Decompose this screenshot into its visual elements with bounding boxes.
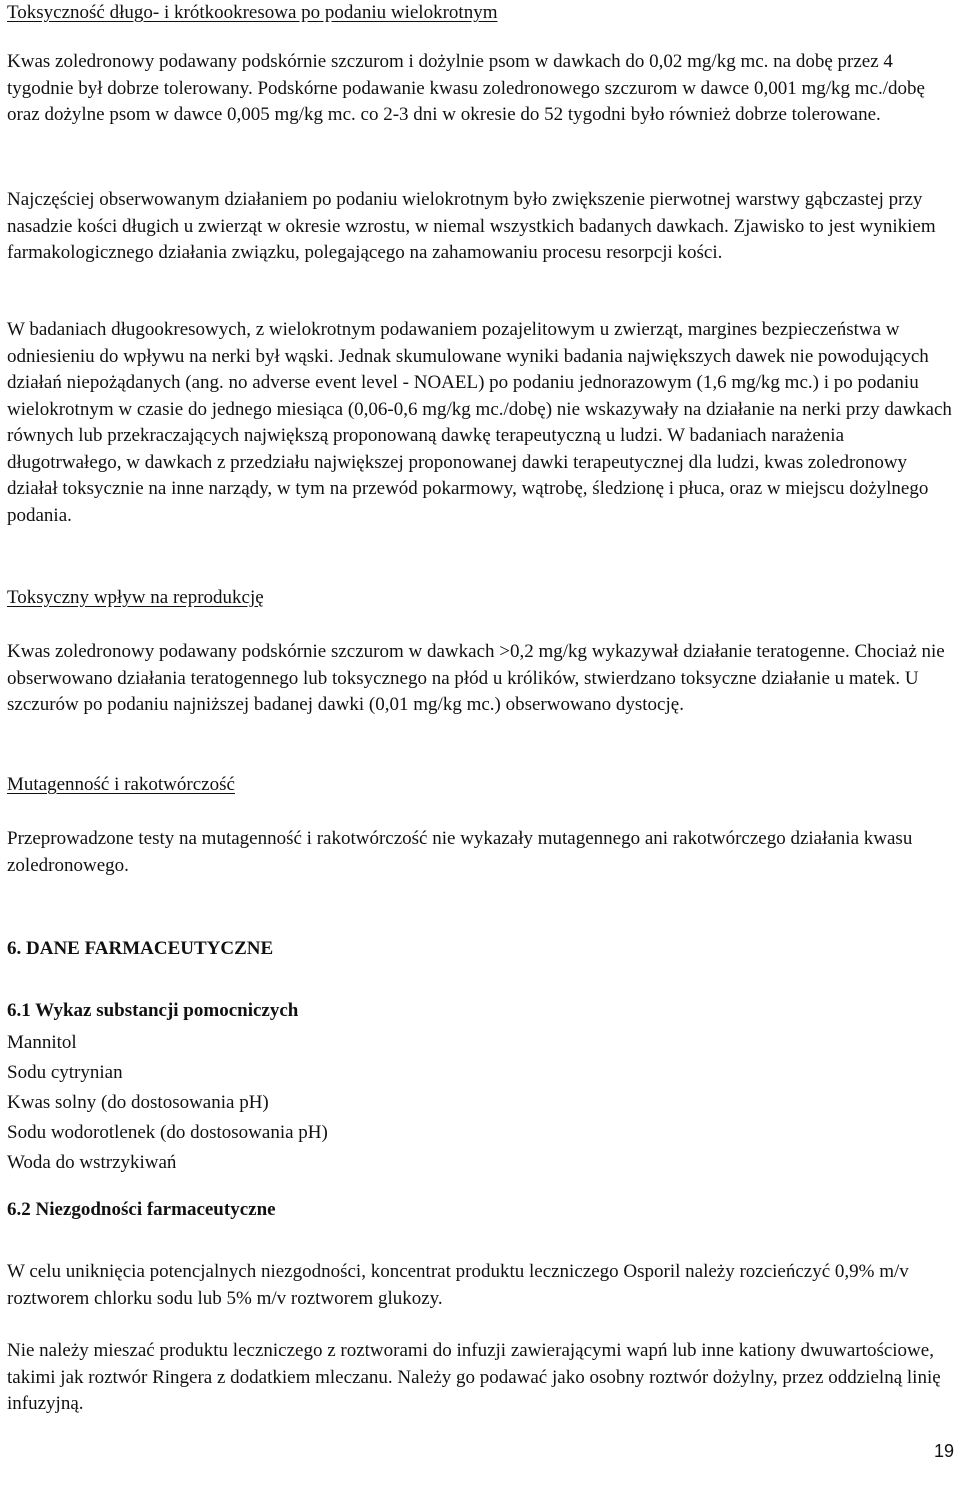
paragraph-mutagenicity: Przeprowadzone testy na mutagenność i rakotwórczość nie wykazały mutagennego ani rakotwórczego działania kwasu zoledronowego. [7, 828, 913, 876]
excipient-item: Mannitol [7, 1032, 77, 1053]
heading-repeat-dose-toxicity: Toksyczność długo- i krótkookresowa po podaniu wielokrotnym [7, 2, 498, 23]
excipient-item: Kwas solny (do dostosowania pH) [7, 1092, 269, 1113]
paragraph-repeat-dose-3: W badaniach długookresowych, z wielokrotnym podawaniem pozajelitowym u zwierząt, margines bezpieczeństwa w odniesieniu do wpływu na nerki był wąski. Jednak skumulowane wyniki badania największych dawek nie powodujących działań niepożądanych (ang. no adverse event level - NOAEL) po podaniu jednorazowym (1,6 mg/kg mc.) i po podaniu wielokrotnym w czasie do jednego miesiąca (0,06-0,6 mg/kg mc./dobę) nie wskazywały na działanie na nerki przy dawkach równych lub przekraczających największą proponowaną dawkę terapeutyczną u ludzi. W badaniach narażenia długotrwałego, w dawkach z przedziału największej proponowanej dawki terapeutycznej dla ludzi, kwas zoledronowy działał toksycznie na inne narządy, w tym na przewód pokarmowy, wątrobę, śledzionę i płuca, oraz w miejscu dożylnego podania. [7, 319, 952, 526]
heading-pharmaceutical-data: 6. DANE FARMACEUTYCZNE [7, 938, 274, 959]
page-number: 19 [933, 1441, 954, 1461]
excipient-item: Woda do wstrzykiwań [7, 1152, 177, 1173]
excipient-item: Sodu cytrynian [7, 1062, 123, 1083]
paragraph-repeat-dose-2: Najczęściej obserwowanym działaniem po podaniu wielokrotnym było zwiększenie pierwotnej warstwy gąbczastej przy nasadzie kości długich u zwierząt w okresie wzrostu, w niemal wszystkich badanych dawkach. Zjawisko to jest wynikiem farmakologicznego działania związku, polegającego na zahamowaniu procesu resorpcji kości. [7, 189, 936, 263]
excipient-item: Sodu wodorotlenek (do dostosowania pH) [7, 1122, 328, 1143]
heading-excipients: 6.1 Wykaz substancji pomocniczych [7, 1000, 299, 1021]
heading-incompatibilities: 6.2 Niezgodności farmaceutyczne [7, 1199, 276, 1220]
paragraph-repeat-dose-1: Kwas zoledronowy podawany podskórnie szczurom i dożylnie psom w dawkach do 0,02 mg/kg mc. na dobę przez 4 tygodnie był dobrze tolerowany. Podskórne podawanie kwasu zoledronowego szczurom w dawce 0,001 mg/kg mc./dobę oraz dożylne psom w dawce 0,005 mg/kg mc. co 2-3 dni w okresie do 52 tygodni było również dobrze tolerowane. [7, 51, 925, 125]
paragraph-incompatibilities-2: Nie należy mieszać produktu leczniczego z roztworami do infuzji zawierającymi wapń lub inne kationy dwuwartościowe, takimi jak roztwór Ringera z dodatkiem mleczanu. Należy go podawać jako osobny roztwór dożylny, przez oddzielną linię infuzyjną. [7, 1340, 941, 1414]
excipients-list [7, 1028, 959, 1178]
heading-mutagenicity: Mutagenność i rakotwórczość [7, 774, 235, 795]
paragraph-reproductive-toxicity: Kwas zoledronowy podawany podskórnie szczurom w dawkach >0,2 mg/kg wykazywał działanie teratogenne. Chociaż nie obserwowano działania teratogennego lub toksycznego na płód u królików, stwierdzano toksyczne działanie u matek. U szczurów po podaniu najniższej badanej dawki (0,01 mg/kg mc.) obserwowano dystocję. [7, 641, 945, 715]
heading-reproductive-toxicity: Toksyczny wpływ na reprodukcję [7, 587, 264, 608]
paragraph-incompatibilities-1: W celu uniknięcia potencjalnych niezgodności, koncentrat produktu leczniczego Osporil należy rozcieńczyć 0,9% m/v roztworem chlorku sodu lub 5% m/v roztworem glukozy. [7, 1261, 909, 1309]
